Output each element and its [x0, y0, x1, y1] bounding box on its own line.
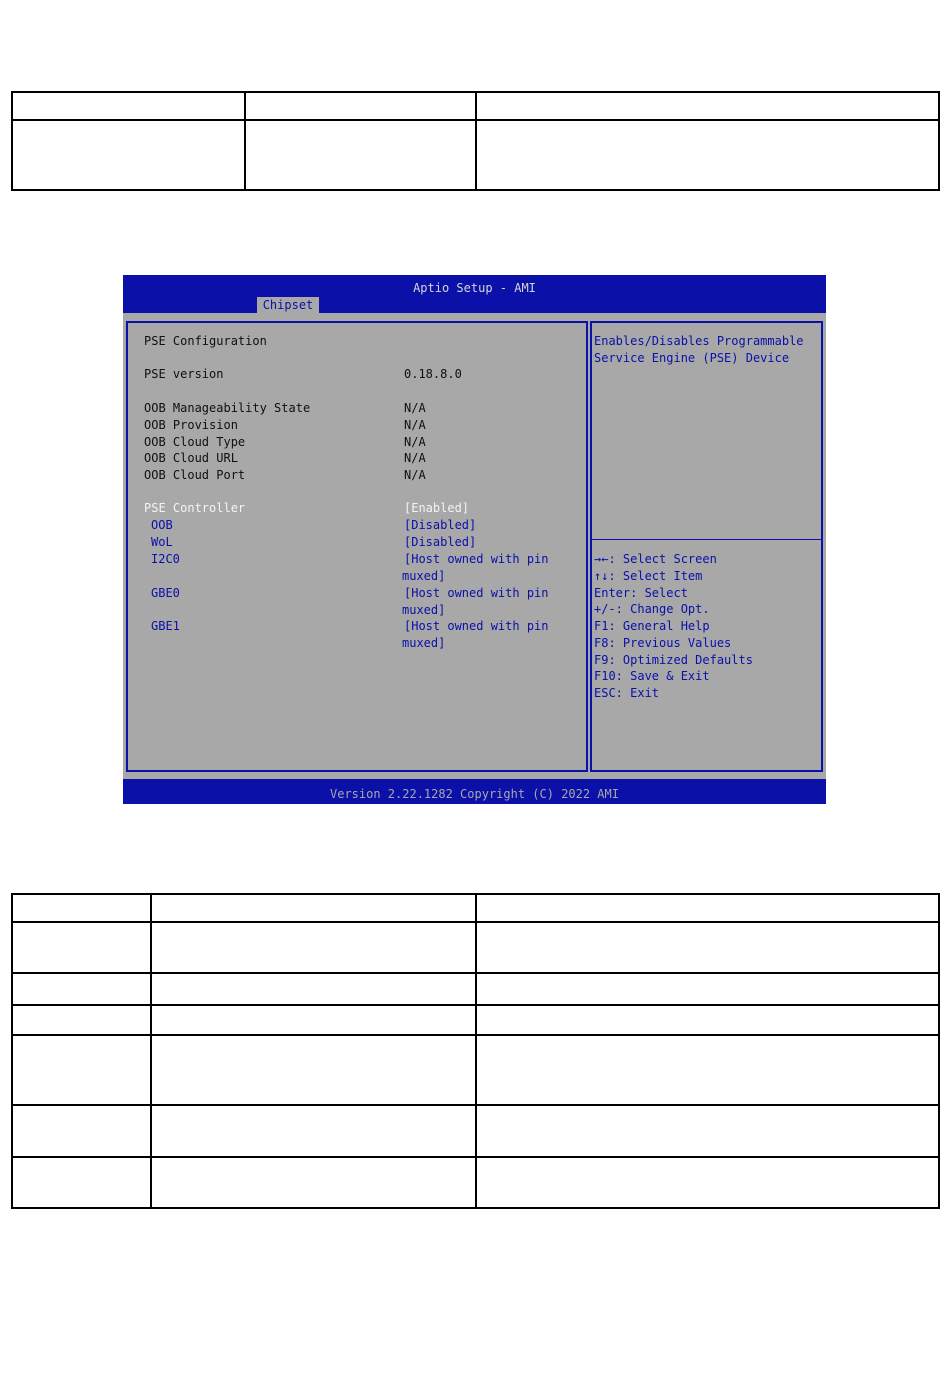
oob-option-label[interactable]: OOB: [151, 518, 173, 532]
oob-manageability-value: N/A: [404, 401, 426, 415]
table-cell: [12, 1005, 151, 1035]
key-hint-f9: F9: Optimized Defaults: [594, 653, 753, 667]
table-cell: [476, 1035, 939, 1105]
gbe1-option-value[interactable]: [Host owned with pin: [404, 619, 549, 633]
table-cell: [476, 894, 939, 922]
table-cell: [12, 1157, 151, 1208]
tab-chipset[interactable]: Chipset: [257, 297, 319, 313]
table-cell: [12, 92, 245, 120]
table-row: [12, 120, 939, 190]
table-cell: [12, 922, 151, 973]
table-row: [12, 894, 939, 922]
pse-controller-value[interactable]: [Enabled]: [404, 501, 470, 515]
table-cell: [476, 1005, 939, 1035]
table-cell: [476, 922, 939, 973]
pse-version-label: PSE version: [144, 367, 224, 381]
i2c0-option-value[interactable]: [Host owned with pin: [404, 552, 549, 566]
table-cell: [476, 92, 939, 120]
table-cell: [12, 894, 151, 922]
table-cell: [12, 1035, 151, 1105]
section-title: PSE Configuration: [144, 334, 267, 348]
oob-option-value[interactable]: [Disabled]: [404, 518, 477, 532]
table-cell: [476, 120, 939, 190]
table-cell: [151, 922, 476, 973]
gbe0-option-value[interactable]: [Host owned with pin: [404, 586, 549, 600]
oob-cloud-port-label: OOB Cloud Port: [144, 468, 246, 482]
key-hint-select-screen: →←: Select Screen: [594, 552, 717, 566]
i2c0-option-value-cont[interactable]: muxed]: [402, 569, 446, 583]
key-hint-f10: F10: Save & Exit: [594, 669, 710, 683]
table-cell: [12, 973, 151, 1005]
key-hint-change-opt: +/-: Change Opt.: [594, 602, 710, 616]
bios-title: Aptio Setup - AMI: [413, 281, 536, 295]
table-row: [12, 1105, 939, 1157]
key-hint-esc: ESC: Exit: [594, 686, 660, 700]
wol-option-label[interactable]: WoL: [151, 535, 173, 549]
gbe1-option-value-cont[interactable]: muxed]: [402, 636, 446, 650]
gbe1-option-label[interactable]: GBE1: [151, 619, 180, 633]
oob-cloud-type-value: N/A: [404, 435, 426, 449]
oob-cloud-port-value: N/A: [404, 468, 426, 482]
oob-cloud-type-label: OOB Cloud Type: [144, 435, 246, 449]
table-cell: [151, 1035, 476, 1105]
help-text-line: Service Engine (PSE) Device: [594, 351, 790, 365]
table-cell: [476, 973, 939, 1005]
bios-screen: [123, 275, 826, 804]
table-cell: [151, 894, 476, 922]
table-cell: [476, 1157, 939, 1208]
bios-header: [123, 275, 826, 313]
gbe0-option-label[interactable]: GBE0: [151, 586, 180, 600]
help-text-line: Enables/Disables Programmable: [594, 334, 804, 348]
i2c0-option-label[interactable]: I2C0: [151, 552, 180, 566]
table-cell: [12, 120, 245, 190]
oob-provision-label: OOB Provision: [144, 418, 238, 432]
table-cell: [151, 1157, 476, 1208]
key-hint-enter: Enter: Select: [594, 586, 688, 600]
gbe0-option-value-cont[interactable]: muxed]: [402, 603, 446, 617]
key-hint-f8: F8: Previous Values: [594, 636, 732, 650]
bios-settings-pane: [126, 321, 588, 772]
table-cell: [151, 1105, 476, 1157]
bios-help-pane: [590, 321, 823, 772]
table-row: [12, 1035, 939, 1105]
table-cell: [151, 973, 476, 1005]
table-cell: [12, 1105, 151, 1157]
pse-version-value: 0.18.8.0: [404, 367, 462, 381]
bottom-table: [11, 893, 940, 1209]
pse-controller-label[interactable]: PSE Controller: [144, 501, 246, 515]
key-hint-select-item: ↑↓: Select Item: [594, 569, 703, 583]
table-row: [12, 1005, 939, 1035]
table-cell: [151, 1005, 476, 1035]
oob-provision-value: N/A: [404, 418, 426, 432]
oob-manageability-label: OOB Manageability State: [144, 401, 311, 415]
oob-cloud-url-value: N/A: [404, 451, 426, 465]
oob-cloud-url-label: OOB Cloud URL: [144, 451, 238, 465]
table-cell: [476, 1105, 939, 1157]
top-table: [11, 91, 940, 191]
table-cell: [245, 120, 476, 190]
key-hint-f1: F1: General Help: [594, 619, 710, 633]
version-text: Version 2.22.1282 Copyright (C) 2022 AMI: [330, 787, 619, 801]
table-row: [12, 1157, 939, 1208]
bios-footer: [123, 779, 826, 804]
wol-option-value[interactable]: [Disabled]: [404, 535, 477, 549]
help-divider: [592, 539, 821, 540]
table-row: [12, 973, 939, 1005]
table-row: [12, 92, 939, 120]
table-row: [12, 922, 939, 973]
table-cell: [245, 92, 476, 120]
